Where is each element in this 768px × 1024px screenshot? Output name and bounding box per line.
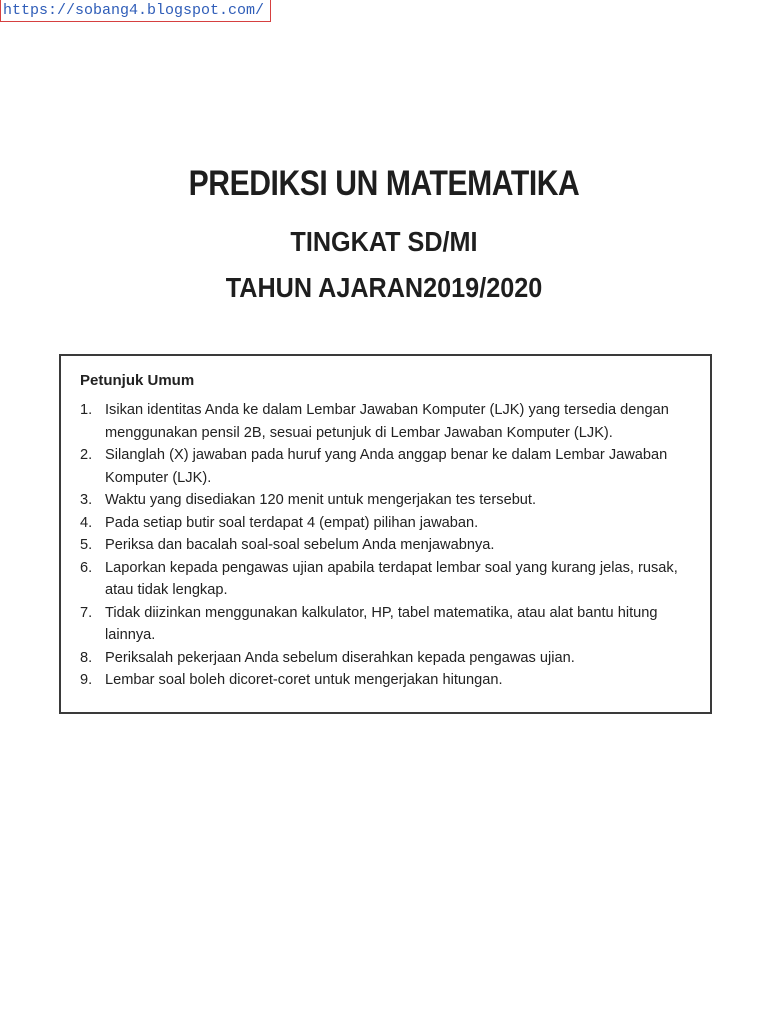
instruction-text: Waktu yang disediakan 120 menit untuk mengerjakan tes tersebut.	[105, 492, 537, 508]
instruction-item	[80, 512, 692, 535]
instruction-item	[80, 534, 692, 557]
instruction-item	[80, 399, 692, 444]
document-level: TINGKAT SD/MI	[290, 226, 478, 257]
instruction-text: Lembar soal boleh dicoret-coret untuk mengerjakan hitungan.	[105, 672, 503, 688]
instruction-item	[80, 602, 692, 647]
instruction-number: 7.	[80, 604, 93, 621]
instruction-number: 2.	[80, 447, 93, 463]
instruction-number: 5.	[80, 537, 93, 553]
document-school-year: TAHUN AJARAN2019/2020	[225, 272, 543, 303]
instruction-text: Tidak diizinkan menggunakan kalkulator, HP, tabel matematika, atau alat bantu hitung lainnya.	[105, 604, 658, 643]
instruction-item	[80, 669, 692, 692]
instruction-item	[80, 444, 692, 489]
instruction-number: 1.	[80, 402, 93, 418]
instruction-item	[80, 557, 692, 602]
instruction-item	[80, 489, 692, 512]
instruction-number: 6.	[80, 559, 93, 576]
instruction-number: 4.	[80, 514, 93, 531]
instruction-item	[80, 647, 692, 670]
document-title: PREDIKSI UN MATEMATIKA	[188, 164, 580, 203]
instruction-text: Laporkan kepada pengawas ujian apabila terdapat lembar soal yang kurang jelas, rusak, atau tidak lengkap.	[105, 559, 678, 598]
source-url-link[interactable]: https://sobang4.blogspot.com/	[0, 0, 271, 22]
instruction-number: 8.	[80, 649, 93, 666]
instruction-text: Silanglah (X) jawaban pada huruf yang Anda anggap benar ke dalam Lembar Jawaban Komputer (LJK).	[105, 447, 668, 486]
instruction-box	[59, 354, 712, 714]
instruction-heading: Petunjuk Umum	[80, 372, 195, 389]
instruction-text: Periksalah pekerjaan Anda sebelum diserahkan kepada pengawas ujian.	[105, 649, 575, 666]
instruction-number: 3.	[80, 492, 93, 508]
instruction-number: 9.	[80, 672, 93, 688]
instruction-text: Pada setiap butir soal terdapat 4 (empat) pilihan jawaban.	[105, 514, 479, 531]
instruction-list	[80, 399, 692, 692]
instruction-text: Isikan identitas Anda ke dalam Lembar Jawaban Komputer (LJK) yang tersedia dengan menggunakan pensil 2B, sesuai petunjuk di Lembar Jawaban Komputer (LJK).	[105, 402, 669, 441]
instruction-text: Periksa dan bacalah soal-soal sebelum Anda menjawabnya.	[105, 537, 495, 553]
